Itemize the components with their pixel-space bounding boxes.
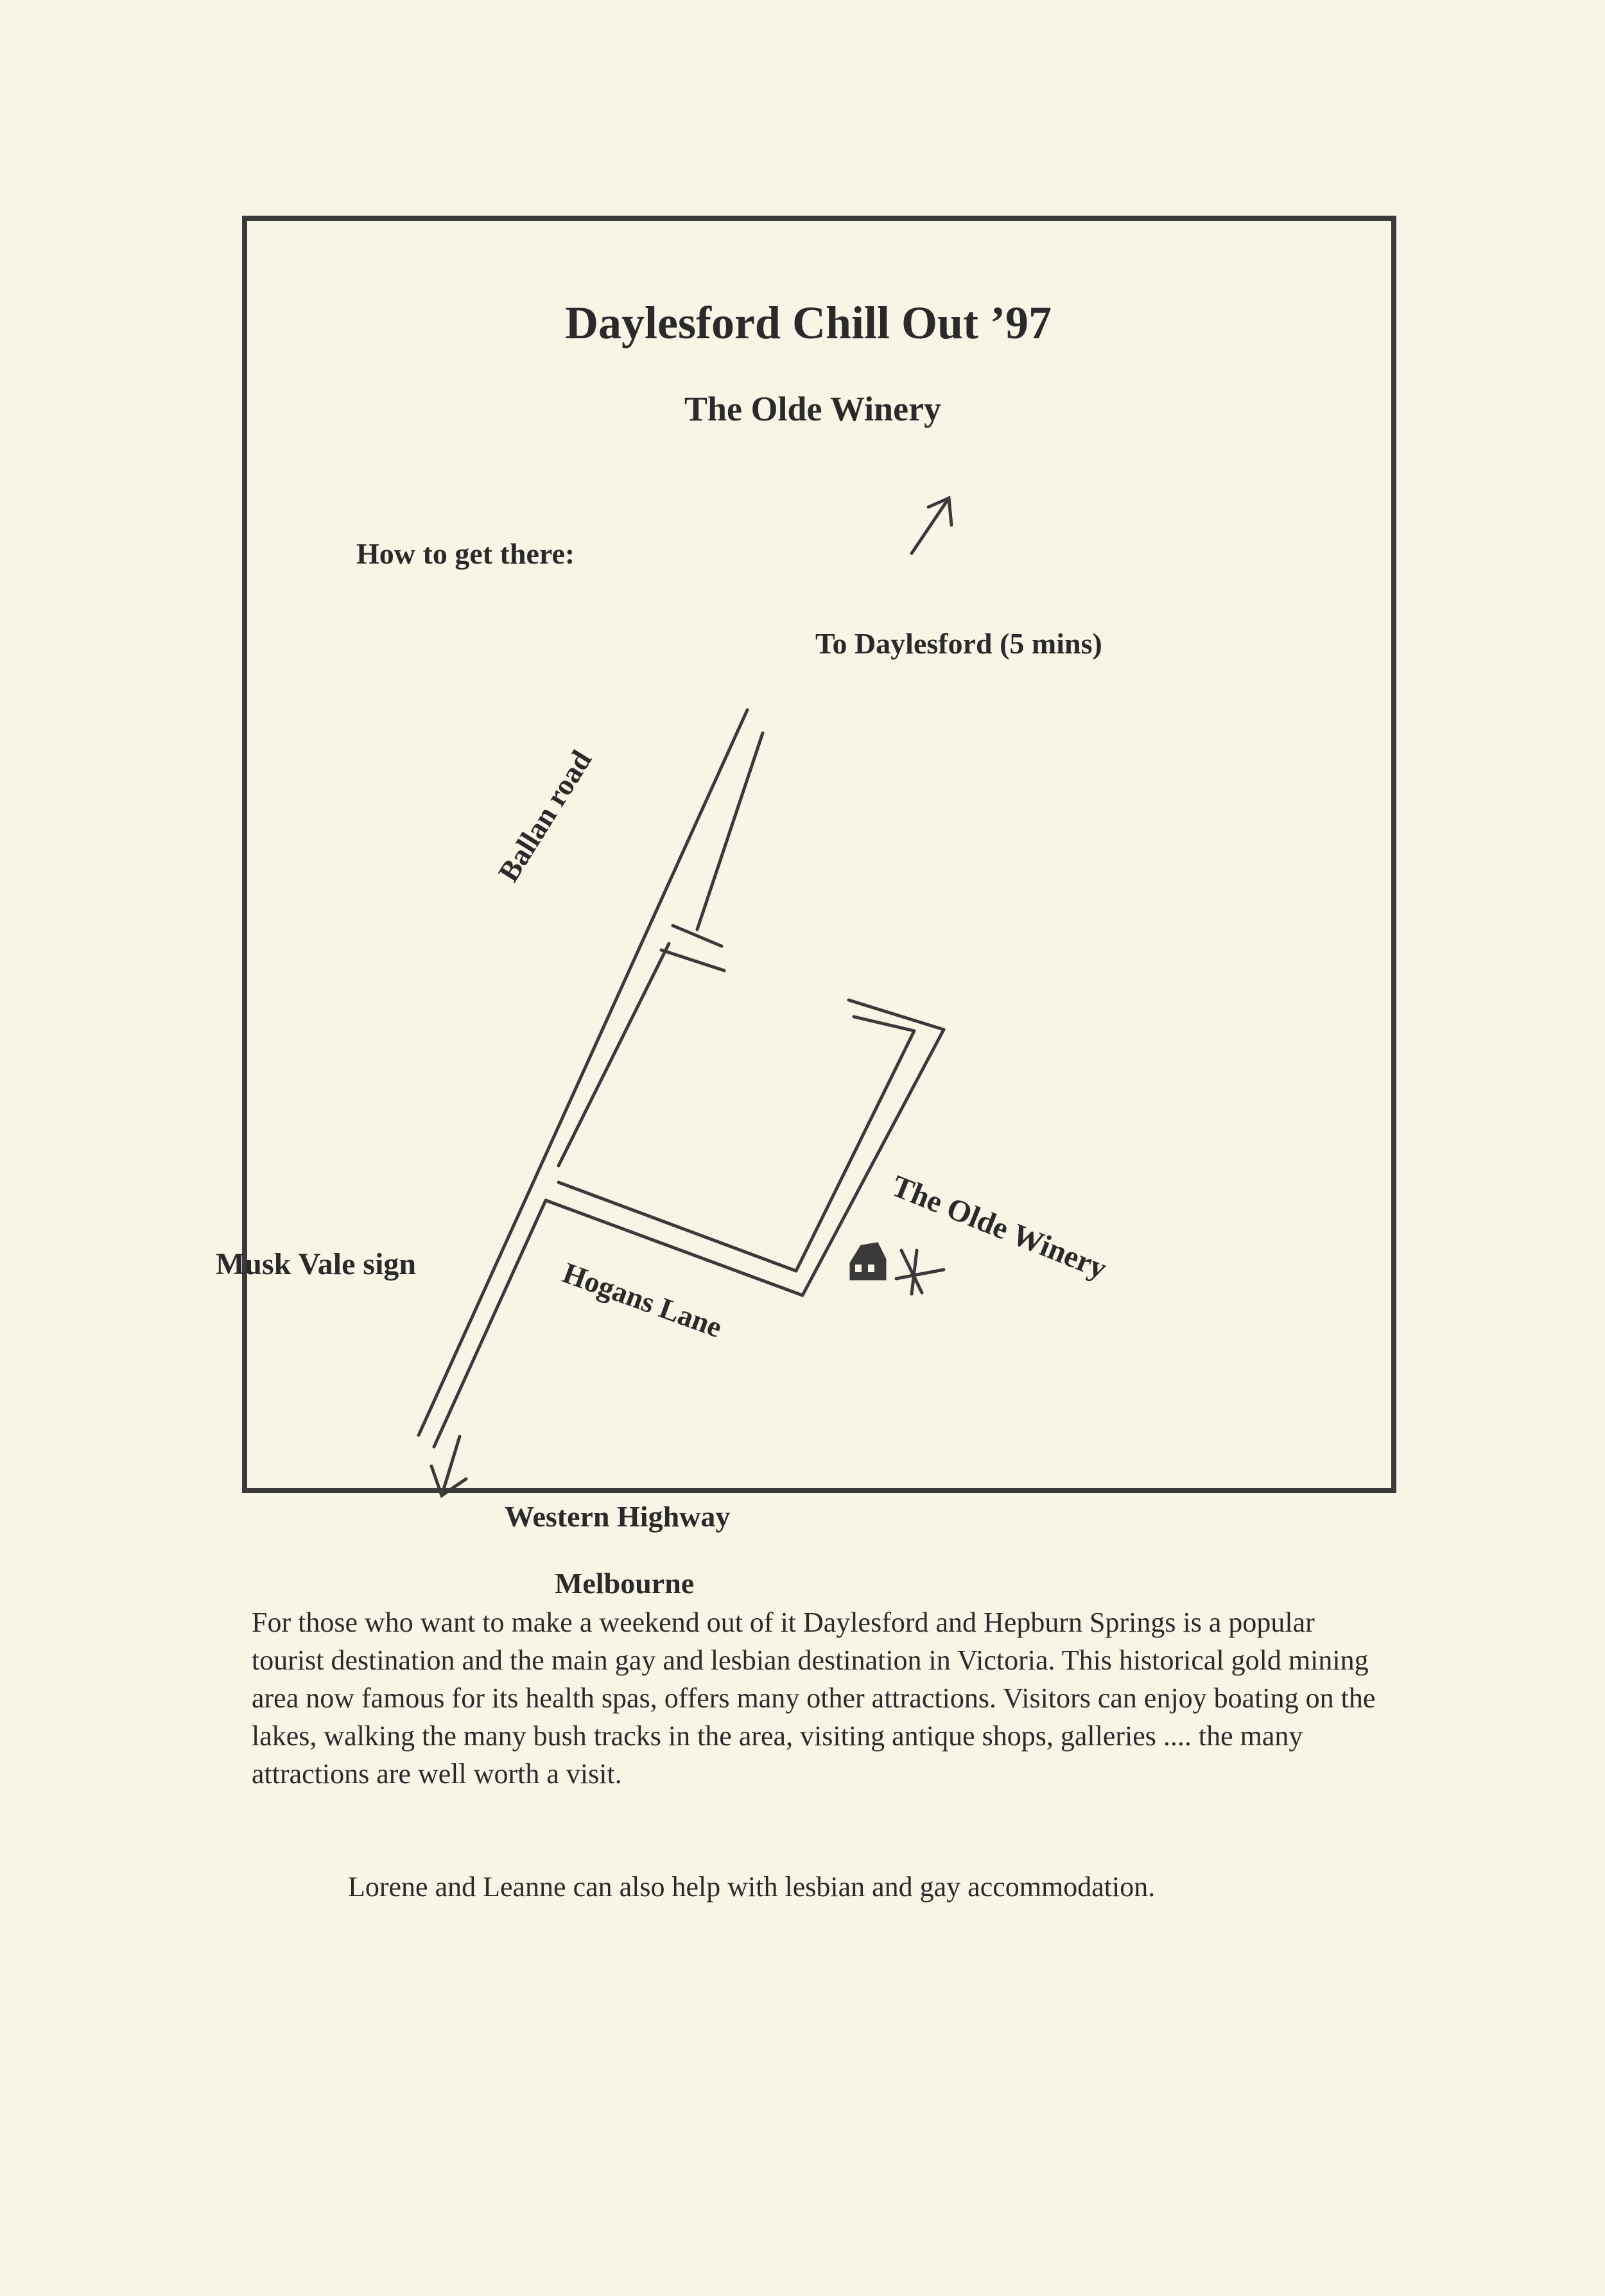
page-title: Daylesford Chill Out ’97 xyxy=(565,297,1052,349)
musk-vale-sign-label: Musk Vale sign xyxy=(216,1247,417,1281)
to-daylesford-label: To Daylesford (5 mins) xyxy=(815,627,1102,660)
olde-winery-label: The Olde Winery xyxy=(887,1168,1112,1286)
location-x-mark-icon xyxy=(896,1250,944,1294)
how-to-get-there-label: How to get there: xyxy=(356,537,575,570)
side-road-stub xyxy=(661,926,724,971)
hogans-lane-label: Hogans Lane xyxy=(559,1256,727,1344)
winery-house-icon xyxy=(851,1244,885,1279)
ballan-road-label: Ballan road xyxy=(491,744,598,888)
south-arrow-icon xyxy=(431,1437,466,1496)
western-highway-label: Western Highway xyxy=(505,1500,731,1533)
hogans-lane-road xyxy=(546,1000,944,1295)
melbourne-label: Melbourne xyxy=(555,1567,695,1600)
accommodation-note: Lorene and Leanne can also help with lesbian and gay accommodation. xyxy=(348,1871,1156,1903)
page-subtitle: The Olde Winery xyxy=(684,390,942,428)
north-arrow-icon xyxy=(912,498,951,553)
description-paragraph: For those who want to make a weekend out of it Daylesford and Hepburn Springs is a popular tourist destination and the main gay and lesbian destination in Victoria. This historical gold mining area now famous for its health spas, offers many other attractions. Visitors can enjoy boating on the lakes, walking the many bush tracks in the area, visiting antique shops, galleries .... the many attractions are well worth a visit. xyxy=(252,1607,1376,1790)
